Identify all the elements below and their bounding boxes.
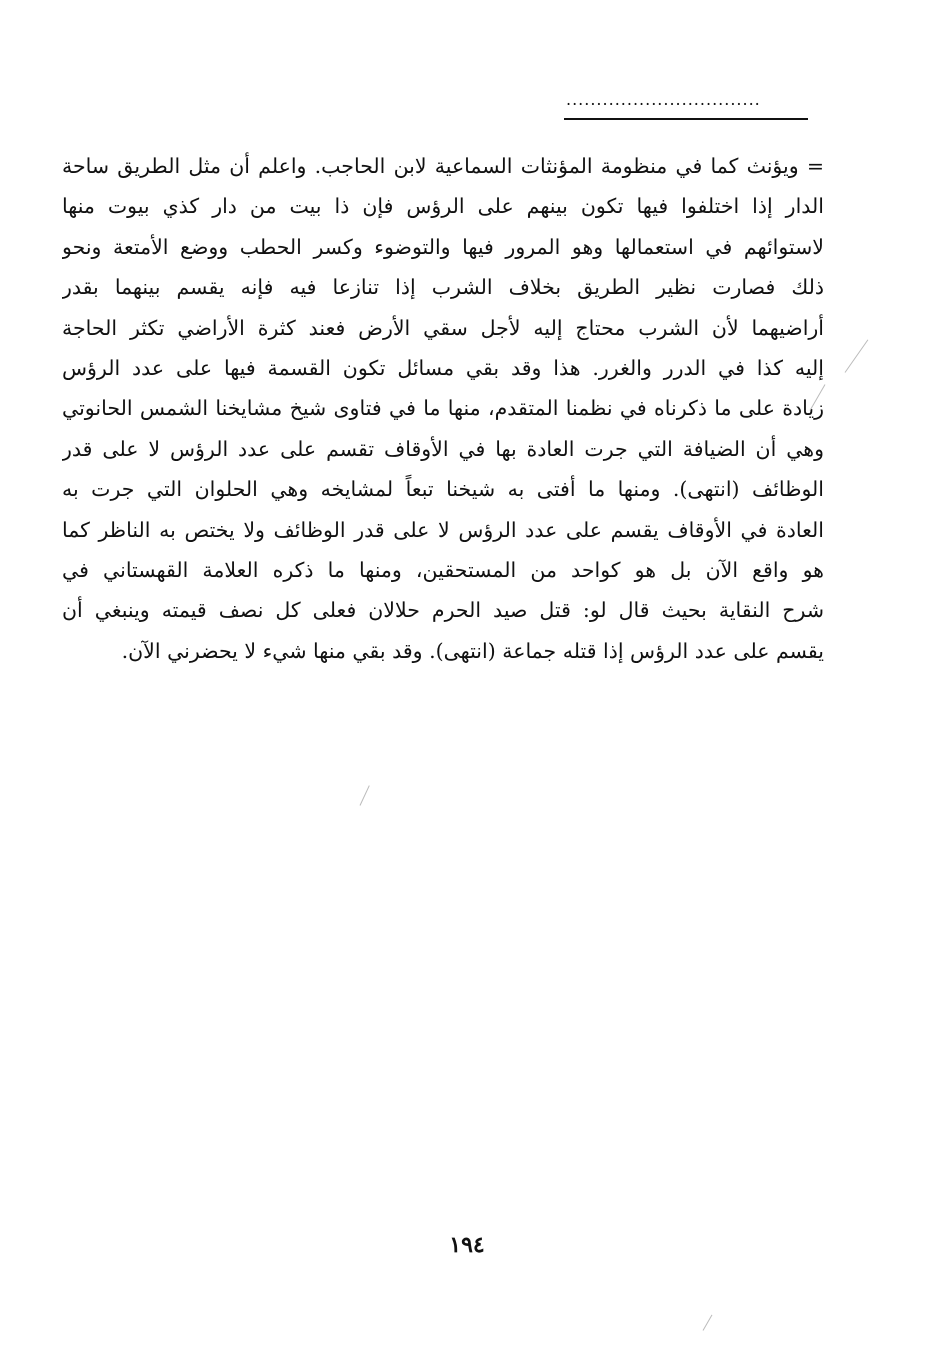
body-text bbox=[62, 146, 824, 671]
text-line: زيادة على ما ذكرناه في نظمنا المتقدم، منها ما في فتاوى شيخ مشايخنا الشمس الحانوتي bbox=[62, 396, 824, 421]
text-line: العادة في الأوقاف يقسم على عدد الرؤس لا على قدر الوظائف ولا يختص به الناظر كما bbox=[62, 517, 824, 542]
scan-mark bbox=[845, 339, 869, 372]
scan-mark bbox=[360, 785, 370, 805]
header-rule bbox=[564, 118, 808, 120]
scan-mark bbox=[703, 1315, 713, 1331]
text-line: الدار إذا اختلفوا فيها تكون بينهم على الرؤس فإن ذا بيت من دار كذي بيوت منها bbox=[62, 194, 824, 219]
header-dotted-line: ................................ bbox=[566, 92, 761, 108]
text-line: الوظائف (انتهى). ومنها ما أفتى به شيخنا تبعاً لمشايخه وهي الحلوان التي جرت به bbox=[62, 477, 824, 502]
text-line: لاستوائهم في استعمالها وهو المرور فيها والتوضوء وكسر الحطب ووضع الأمتعة ونحو bbox=[62, 234, 824, 259]
text-line: ذلك فصارت نظير الطريق بخلاف الشرب إذا تنازعا فيه فإنه يقسم بينهما بقدر bbox=[62, 275, 824, 300]
text-line: وهي أن الضيافة التي جرت العادة بها في الأوقاف تقسم على عدد الرؤس لا على قدر bbox=[62, 436, 824, 461]
text-line: هو واقع الآن بل هو كواحد من المستحقين، ومنها ما ذكره العلامة القهستاني في bbox=[62, 557, 824, 582]
text-line: شرح النقاية بحيث قال لو: قتل صيد الحرم حلالان فعلى كل نصف قيمته وينبغي أن bbox=[62, 598, 824, 623]
text-line: يقسم على عدد الرؤس إذا قتله جماعة (انتهى). وقد بقي منها شيء لا يحضرني الآن. bbox=[121, 638, 824, 663]
text-line: = ويؤنث كما في منظومة المؤنثات السماعية لابن الحاجب. واعلم أن مثل الطريق ساحة bbox=[62, 154, 824, 178]
page-number: ١٩٤ bbox=[449, 1232, 485, 1258]
text-line: إليه كذا في الدرر والغرر. هذا وقد بقي مسائل تكون القسمة فيها على عدد الرؤس bbox=[62, 355, 824, 380]
text-line: أراضيهما لأن الشرب محتاج إليه لأجل سقي الأرض فعند كثرة الأراضي تكثر الحاجة bbox=[62, 315, 824, 340]
